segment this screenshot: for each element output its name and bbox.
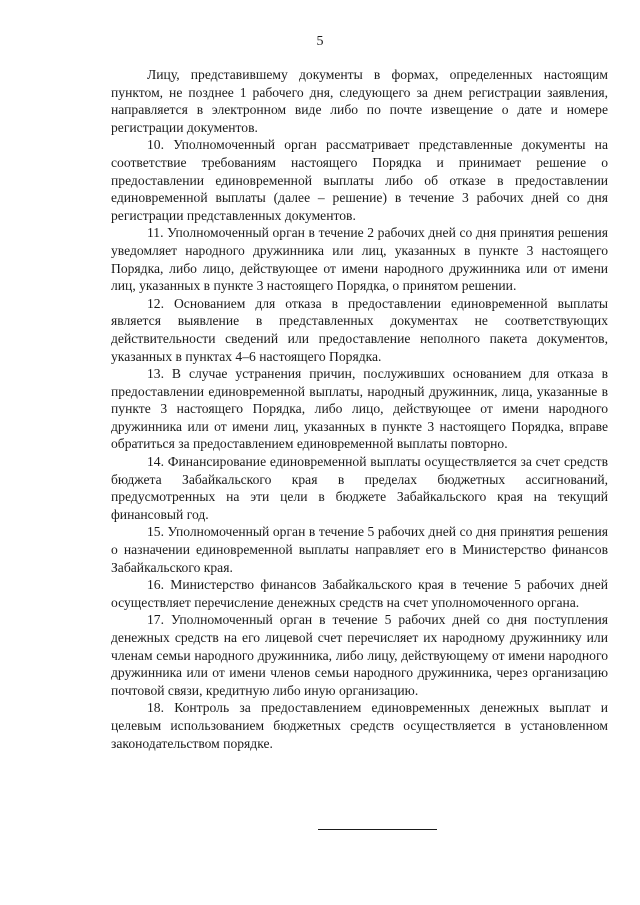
paragraph-10: 10. Уполномоченный орган рассматривает представленные документы на соответствие требованиям настоящего Порядка и принимает решение о предоставлении единовременной выплаты либо об отказе в предоставлении единовременной выплаты (далее – решение) в течение 3 рабочих дней со дня регистрации представленных документов. xyxy=(111,137,608,223)
paragraph-14: 14. Финансирование единовременной выплаты осуществляется за счет средств бюджета Забайкальского края в пределах бюджетных ассигнований, предусмотренных на эти цели в бюджете Забайкальского края на текущий финансовый год. xyxy=(111,454,608,522)
document-body xyxy=(111,66,608,752)
page-number: 5 xyxy=(316,34,324,49)
paragraph-17: 17. Уполномоченный орган в течение 5 рабочих дней со дня поступления денежных средств на его лицевой счет перечисляет их народному дружиннику или членам семьи народного дружинника, либо лицу, действующему от имени народного дружинника или от имени членов семьи народного дружинника, через организацию почтовой связи, кредитную либо иную организацию. xyxy=(111,612,608,698)
paragraph-intro: Лицу, представившему документы в формах, определенных настоящим пунктом, не позднее 1 рабочего дня, следующего за днем регистрации заявления, направляется в электронном виде либо по почте извещение о дате и номере регистрации документов. xyxy=(111,67,608,135)
paragraph-13: 13. В случае устранения причин, послуживших основанием для отказа в предоставлении единовременной выплаты, народный дружинник, лица, указанные в пункте 3 настоящего Порядка, либо лицо, действующее от имени народного дружинника или от имени лиц, указанных в пункте 3 настоящего Порядка, вправе обратиться за предоставлением единовременной выплаты повторно. xyxy=(111,366,608,452)
paragraph-18: 18. Контроль за предоставлением единовременных денежных выплат и целевым использованием бюджетных средств осуществляется в установленном законодательством порядке. xyxy=(111,700,608,751)
paragraph-12: 12. Основанием для отказа в предоставлении единовременной выплаты является выявление в представленных документах не соответствующих действительности сведений или предоставление неполного пакета документов, указанных в пунктах 4–6 настоящего Порядка. xyxy=(111,295,608,364)
closing-divider xyxy=(318,829,437,830)
paragraph-16: 16. Министерство финансов Забайкальского края в течение 5 рабочих дней осуществляет перечисление денежных средств на счет уполномоченного органа. xyxy=(111,577,608,610)
paragraph-11: 11. Уполномоченный орган в течение 2 рабочих дней со дня принятия решения уведомляет народного дружинника или лиц, указанных в пункте 3 настоящего Порядка, либо лицо, действующее от имени народного дружинника или от имени лиц, указанных в пункте 3 настоящего Порядка, о принятом решении. xyxy=(111,225,608,294)
paragraph-15: 15. Уполномоченный орган в течение 5 рабочих дней со дня принятия решения о назначении единовременной выплаты направляет его в Министерство финансов Забайкальского края. xyxy=(111,524,608,575)
